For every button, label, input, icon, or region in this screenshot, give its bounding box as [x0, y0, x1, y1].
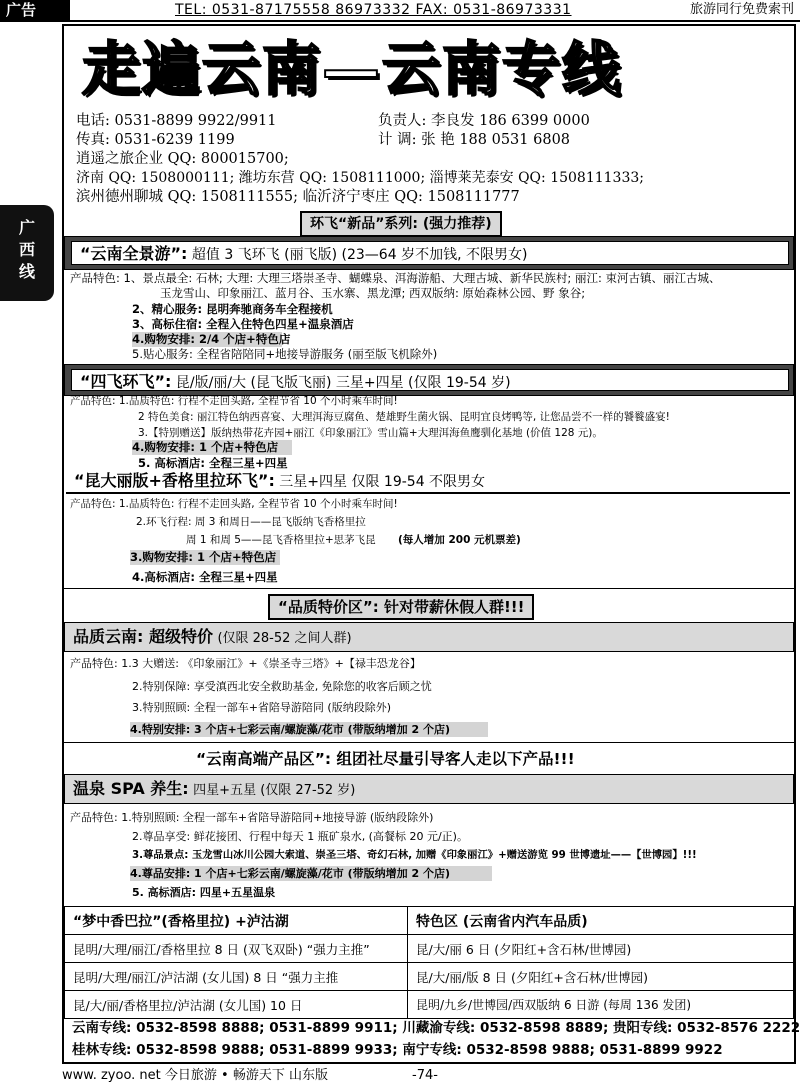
product-5-line: 5. 高标酒店: 四星+五星温泉: [132, 886, 276, 899]
product-3-line: 4.高标酒店: 全程三星+四星: [132, 570, 278, 584]
product-5-subtitle: 四星+五星 (仅限 27-52 岁): [193, 783, 356, 798]
product-1-line: 产品特色: 1、景点最全: 石林; 大理: 大理三塔崇圣寺、蝴蝶泉、洱海游船、大理古城、新华民族村; 丽江: 束河古镇、丽江古城、: [70, 271, 721, 285]
product-2-subtitle: 昆/版/丽/大 (昆飞版飞丽) 三星+四星 (仅限 19-54 岁): [175, 375, 511, 391]
product-1-title: “云南全景游”:: [80, 244, 188, 263]
table-row[interactable]: [65, 963, 794, 991]
side-tab[interactable]: [0, 205, 54, 301]
table-cell: 昆/大/丽/香格里拉/泸沽湖 (女儿国) 10 日: [65, 991, 408, 1019]
contact-qq-regions-2: 滨州德州聊城 QQ: 1508111555; 临沂济宁枣庄 QQ: 1508111777: [76, 189, 520, 205]
side-tab-char: 线: [18, 262, 35, 281]
table-row[interactable]: [65, 991, 794, 1019]
table-cell: 昆明/大理/丽江/香格里拉 8 日 (双飞双卧) “强力主推”: [65, 935, 408, 963]
table-cell: 昆明/大理/丽江/泸沽湖 (女儿国) 8 日 “强力主推: [65, 963, 408, 991]
product-1-line: 玉龙雪山、印象丽江、蓝月谷、玉水寨、黑龙潭; 西双版纳: 原始森林公园、野 象谷;: [160, 286, 586, 300]
product-2-line: 产品特色: 1.品质特色: 行程不走回头路, 全程节省 10 个小时乘车时间!: [70, 395, 398, 407]
product-3-title: “昆大丽版+香格里拉环飞”:: [74, 471, 275, 490]
product-1-line: 2、精心服务: 昆明奔驰商务车全程接机: [132, 302, 333, 316]
contact-qq-enterprise: 逍遥之旅企业 QQ: 800015700;: [76, 151, 289, 167]
product-3-subtitle: 三星+四星 仅限 19-54 不限男女: [279, 474, 486, 490]
product-4-header[interactable]: [64, 622, 794, 652]
header-phones[interactable]: TEL: 0531-87175558 86973332 FAX: 0531-86973331: [175, 2, 572, 18]
table-cell: 昆/大/丽 6 日 (夕阳红+含石林/世博园): [408, 935, 794, 963]
divider: [64, 588, 794, 589]
product-2-line: 4.购物安排: 1 个店+特色店: [132, 440, 292, 455]
table-right-header: 特色区 (云南省内汽车品质): [408, 907, 794, 935]
product-3-header[interactable]: [64, 470, 794, 494]
zone-2-heading: “云南高端产品区”: 组团社尽量引导客人走以下产品!!!: [196, 750, 575, 768]
table-row[interactable]: [65, 935, 794, 963]
contact-phone: 电话: 0531-8899 9922/9911: [76, 113, 277, 129]
hotline-1: 云南专线: 0532-8598 8888; 0531-8899 9911; 川藏渝专线: 0532-8598 8889; 贵阳专线: 0532-8576 2222: [72, 1020, 800, 1036]
product-1-line: 5.贴心服务: 全程省陪陪同+地接导游服务 (丽至版飞机除外): [132, 347, 438, 361]
hotline-2: 桂林专线: 0532-8598 9888; 0531-8899 9933; 南宁专线: 0532-8598 9888; 0531-8899 9922: [72, 1042, 723, 1058]
contact-fax: 传真: 0531-6239 1199: [76, 132, 235, 148]
product-5-line: 3.尊品景点: 玉龙雪山冰川公园大索道、崇圣三塔、奇幻石林, 加赠《印象丽江》+赠送游览 99 世博遗址——【世博园】!!!: [132, 849, 697, 861]
zone-1-heading: “品质特价区”: 针对带薪休假人群!!!: [268, 594, 534, 620]
product-2-line: 2 特色美食: 丽江特色纳西喜宴、大理洱海豆腐鱼、楚雄野生菌火锅、昆明宜良烤鸭等, 让您品尝不一样的饕餮盛宴!: [138, 411, 670, 423]
product-5-line: 4.尊品安排: 1 个店+七彩云南/螺旋藻/花市 (带版纳增加 2 个店): [130, 866, 492, 881]
product-1-subtitle: 超值 3 飞环飞 (丽飞版) (23—64 岁不加钱, 不限男女): [191, 247, 528, 263]
product-1-header[interactable]: [64, 236, 794, 270]
product-3-line: 产品特色: 1.品质特色: 行程不走回头路, 全程节省 10 个小时乘车时间!: [70, 498, 398, 510]
product-2-header[interactable]: [64, 364, 794, 396]
side-tab-char: 广: [18, 218, 35, 237]
product-1-line: 4.购物安排: 2/4 个店+特色店: [132, 332, 291, 346]
product-3-line: 2.环飞行程: 周 3 和周日——昆飞版纳飞香格里拉: [136, 516, 366, 528]
product-2-line: 5. 高标酒店: 全程三星+四星: [138, 456, 288, 470]
table-cell: 昆/大/丽/版 8 日 (夕阳红+含石林/世博园): [408, 963, 794, 991]
ad-label: 广告: [0, 0, 70, 20]
contact-manager: 负责人: 李良发 186 6399 0000: [378, 113, 590, 129]
product-3-line: (每人增加 200 元机票差): [398, 534, 521, 546]
product-5-line: 2.尊品享受: 鲜花接团、行程中每天 1 瓶矿泉水, (高餐标 20 元/正)。: [132, 830, 468, 843]
header-index-note: 旅游同行免费索刊: [689, 2, 794, 17]
product-1-line: 3、高标住宿: 全程入住特色四星+温泉酒店: [132, 317, 354, 331]
product-4-title: 品质云南: 超级特价: [73, 627, 213, 646]
product-4-line: 3.特别照顾: 全程一部车+省陪导游陪同 (版纳段除外): [132, 701, 391, 714]
product-2-line: 3.【特别赠送】版纳热带花卉园+丽江《印象丽江》雪山篇+大理洱海鱼鹰驯化基地 (价值 128 元)。: [138, 427, 603, 439]
page-number: -74-: [412, 1068, 438, 1083]
product-4-line: 4.特别安排: 3 个店+七彩云南/螺旋藻/花市 (带版纳增加 2 个店): [130, 722, 488, 737]
product-5-line: 产品特色: 1.特别照顾: 全程一部车+省陪导游陪同+地接导游 (版纳段除外): [70, 811, 434, 824]
footer-site[interactable]: www. zyoo. net 今日旅游 • 畅游天下 山东版: [62, 1068, 328, 1083]
table-left-header: “梦中香巴拉”(香格里拉) +泸沽湖: [65, 907, 408, 935]
product-4-line: 2.特别保障: 享受滇西北安全救助基金, 免除您的收客后顾之忧: [132, 680, 432, 693]
contact-qq-regions-1: 济南 QQ: 1508000111; 潍坊东营 QQ: 1508111000; 淄博莱芜泰安 QQ: 1508111333;: [76, 170, 644, 186]
contact-dispatch: 计 调: 张 艳 188 0531 6808: [378, 132, 571, 148]
series-heading: 环飞“新品”系列: (强力推荐): [300, 211, 502, 237]
product-3-line: 周 1 和周 5——昆飞香格里拉+思茅飞昆: [186, 534, 376, 546]
product-4-line: 产品特色: 1.3 大赠送: 《印象丽江》+《崇圣寺三塔》+【禄丰恐龙谷】: [70, 657, 421, 670]
product-5-title: 温泉 SPA 养生:: [73, 779, 189, 798]
side-tab-char: 西: [18, 240, 35, 259]
product-3-line: 3.购物安排: 1 个店+特色店: [130, 550, 280, 565]
route-table: [64, 906, 794, 1019]
product-4-subtitle: (仅限 28-52 之间人群): [217, 631, 352, 646]
divider: [64, 742, 794, 743]
product-5-header[interactable]: [64, 774, 794, 804]
product-2-title: “四飞环飞”:: [80, 372, 172, 391]
page-title: 走遍云南—云南专线: [82, 35, 623, 103]
table-cell: 昆明/九乡/世博园/西双版纳 6 日游 (每周 136 发团): [408, 991, 794, 1019]
